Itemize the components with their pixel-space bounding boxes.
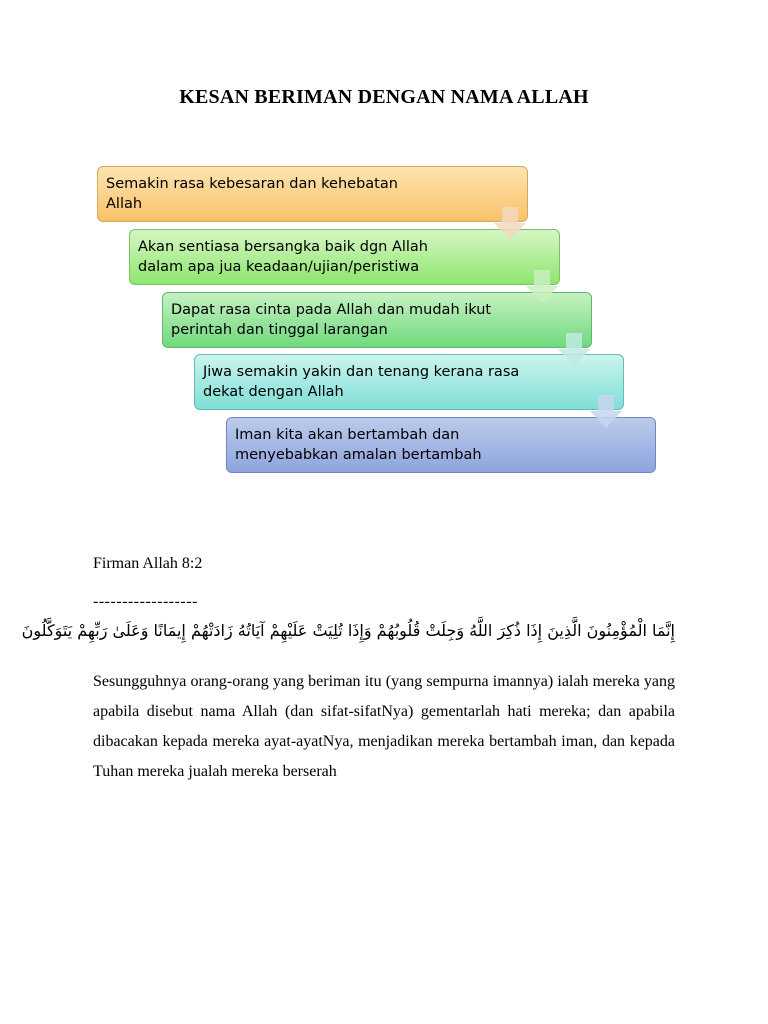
process-step-2: Akan sentiasa bersangka baik dgn Allah dalam apa jua keadaan/ujian/peristiwa (129, 229, 560, 285)
arabic-verse: إِنَّمَا الْمُؤْمِنُونَ الَّذِينَ إِذَا ذُكِرَ اللَّهُ وَجِلَتْ قُلُوبُهُمْ وَإِذَا تُلِيَتْ عَلَيْهِمْ آيَاتُهُ زَادَتْهُمْ إِيمَانًا وَعَلَىٰ رَبِّهِمْ يَتَوَكَّلُونَ (21, 621, 675, 640)
process-step-1: Semakin rasa kebesaran dan kehebatan Allah (97, 166, 528, 222)
verse-translation: Sesungguhnya orang-orang yang beriman itu (yang sempurna imannya) ialah mereka yang apabila disebut nama Allah (dan sifat-sifatNya) gementarlah hati mereka; dan apabila dibacakan kepada mereka ayat-ayatNya, menjadikan mereka bertambah iman, dan kepada Tuhan mereka jualah mereka berserah (93, 673, 675, 780)
down-arrow-icon (493, 207, 527, 241)
process-step-5: Iman kita akan bertambah dan menyebabkan amalan bertambah (226, 417, 656, 473)
down-arrow-icon (525, 270, 559, 304)
process-step-4: Jiwa semakin yakin dan tenang kerana rasa dekat dengan Allah (194, 354, 624, 410)
down-arrow-icon (557, 333, 591, 367)
separator-line: ------------------ (93, 593, 198, 610)
process-step-3: Dapat rasa cinta pada Allah dan mudah ikut perintah dan tinggal larangan (162, 292, 592, 348)
down-arrow-icon (589, 395, 623, 429)
page-title: KESAN BERIMAN DENGAN NAMA ALLAH (179, 86, 589, 108)
verse-reference: Firman Allah 8:2 (93, 555, 203, 572)
